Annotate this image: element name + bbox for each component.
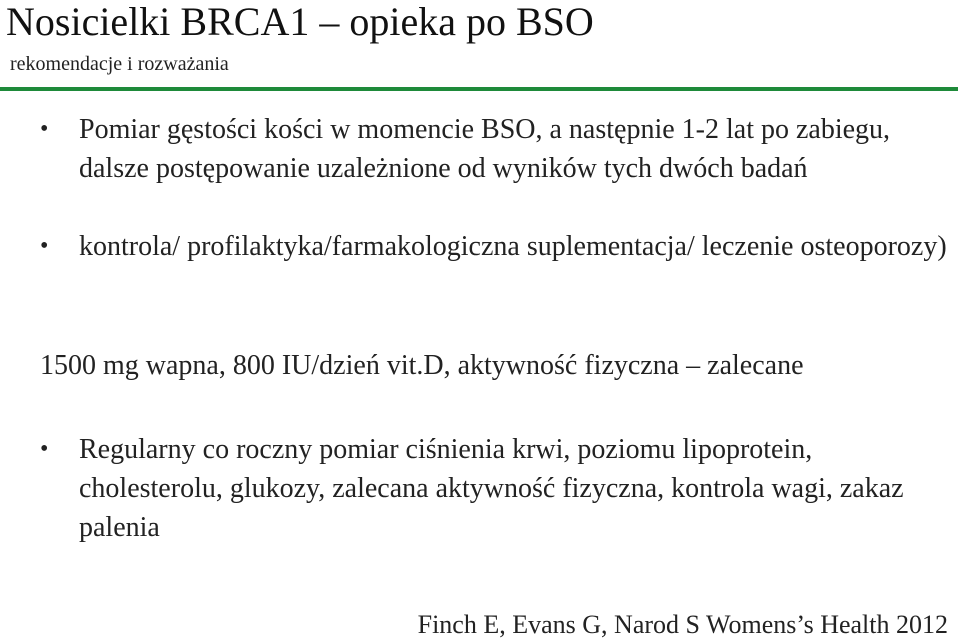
bullet-marker-2: •	[40, 233, 49, 259]
title-divider	[0, 87, 958, 91]
bullet-item-bone-density: Pomiar gęstości kości w momencie BSO, a następnie 1-2 lat po zabiegu, dalsze postępowanie uzależnione od wyników tych dwóch badań	[79, 114, 891, 184]
bullet-marker-1: •	[40, 116, 49, 142]
slide-title: Nosicielki BRCA1 – opieka po BSO	[6, 0, 594, 44]
bullet-marker-3: •	[40, 436, 49, 462]
bullet-item-regular-checkups: Regularny co roczny pomiar ciśnienia krwi, poziomu lipoprotein, cholesterolu, glukozy, zalecana aktywność fizyczna, kontrola wagi, zakaz palenia	[79, 434, 904, 543]
slide-subtitle: rekomendacje i rozważania	[10, 53, 229, 75]
supplementation-line: 1500 mg wapna, 800 IU/dzień vit.D, aktywność fizyczna – zalecane	[40, 350, 804, 381]
bullet-item-osteoporosis: kontrola/ profilaktyka/farmakologiczna suplementacja/ leczenie osteoporozy)	[79, 231, 947, 262]
citation: Finch E, Evans G, Narod S Womens’s Health 2012	[417, 610, 948, 639]
